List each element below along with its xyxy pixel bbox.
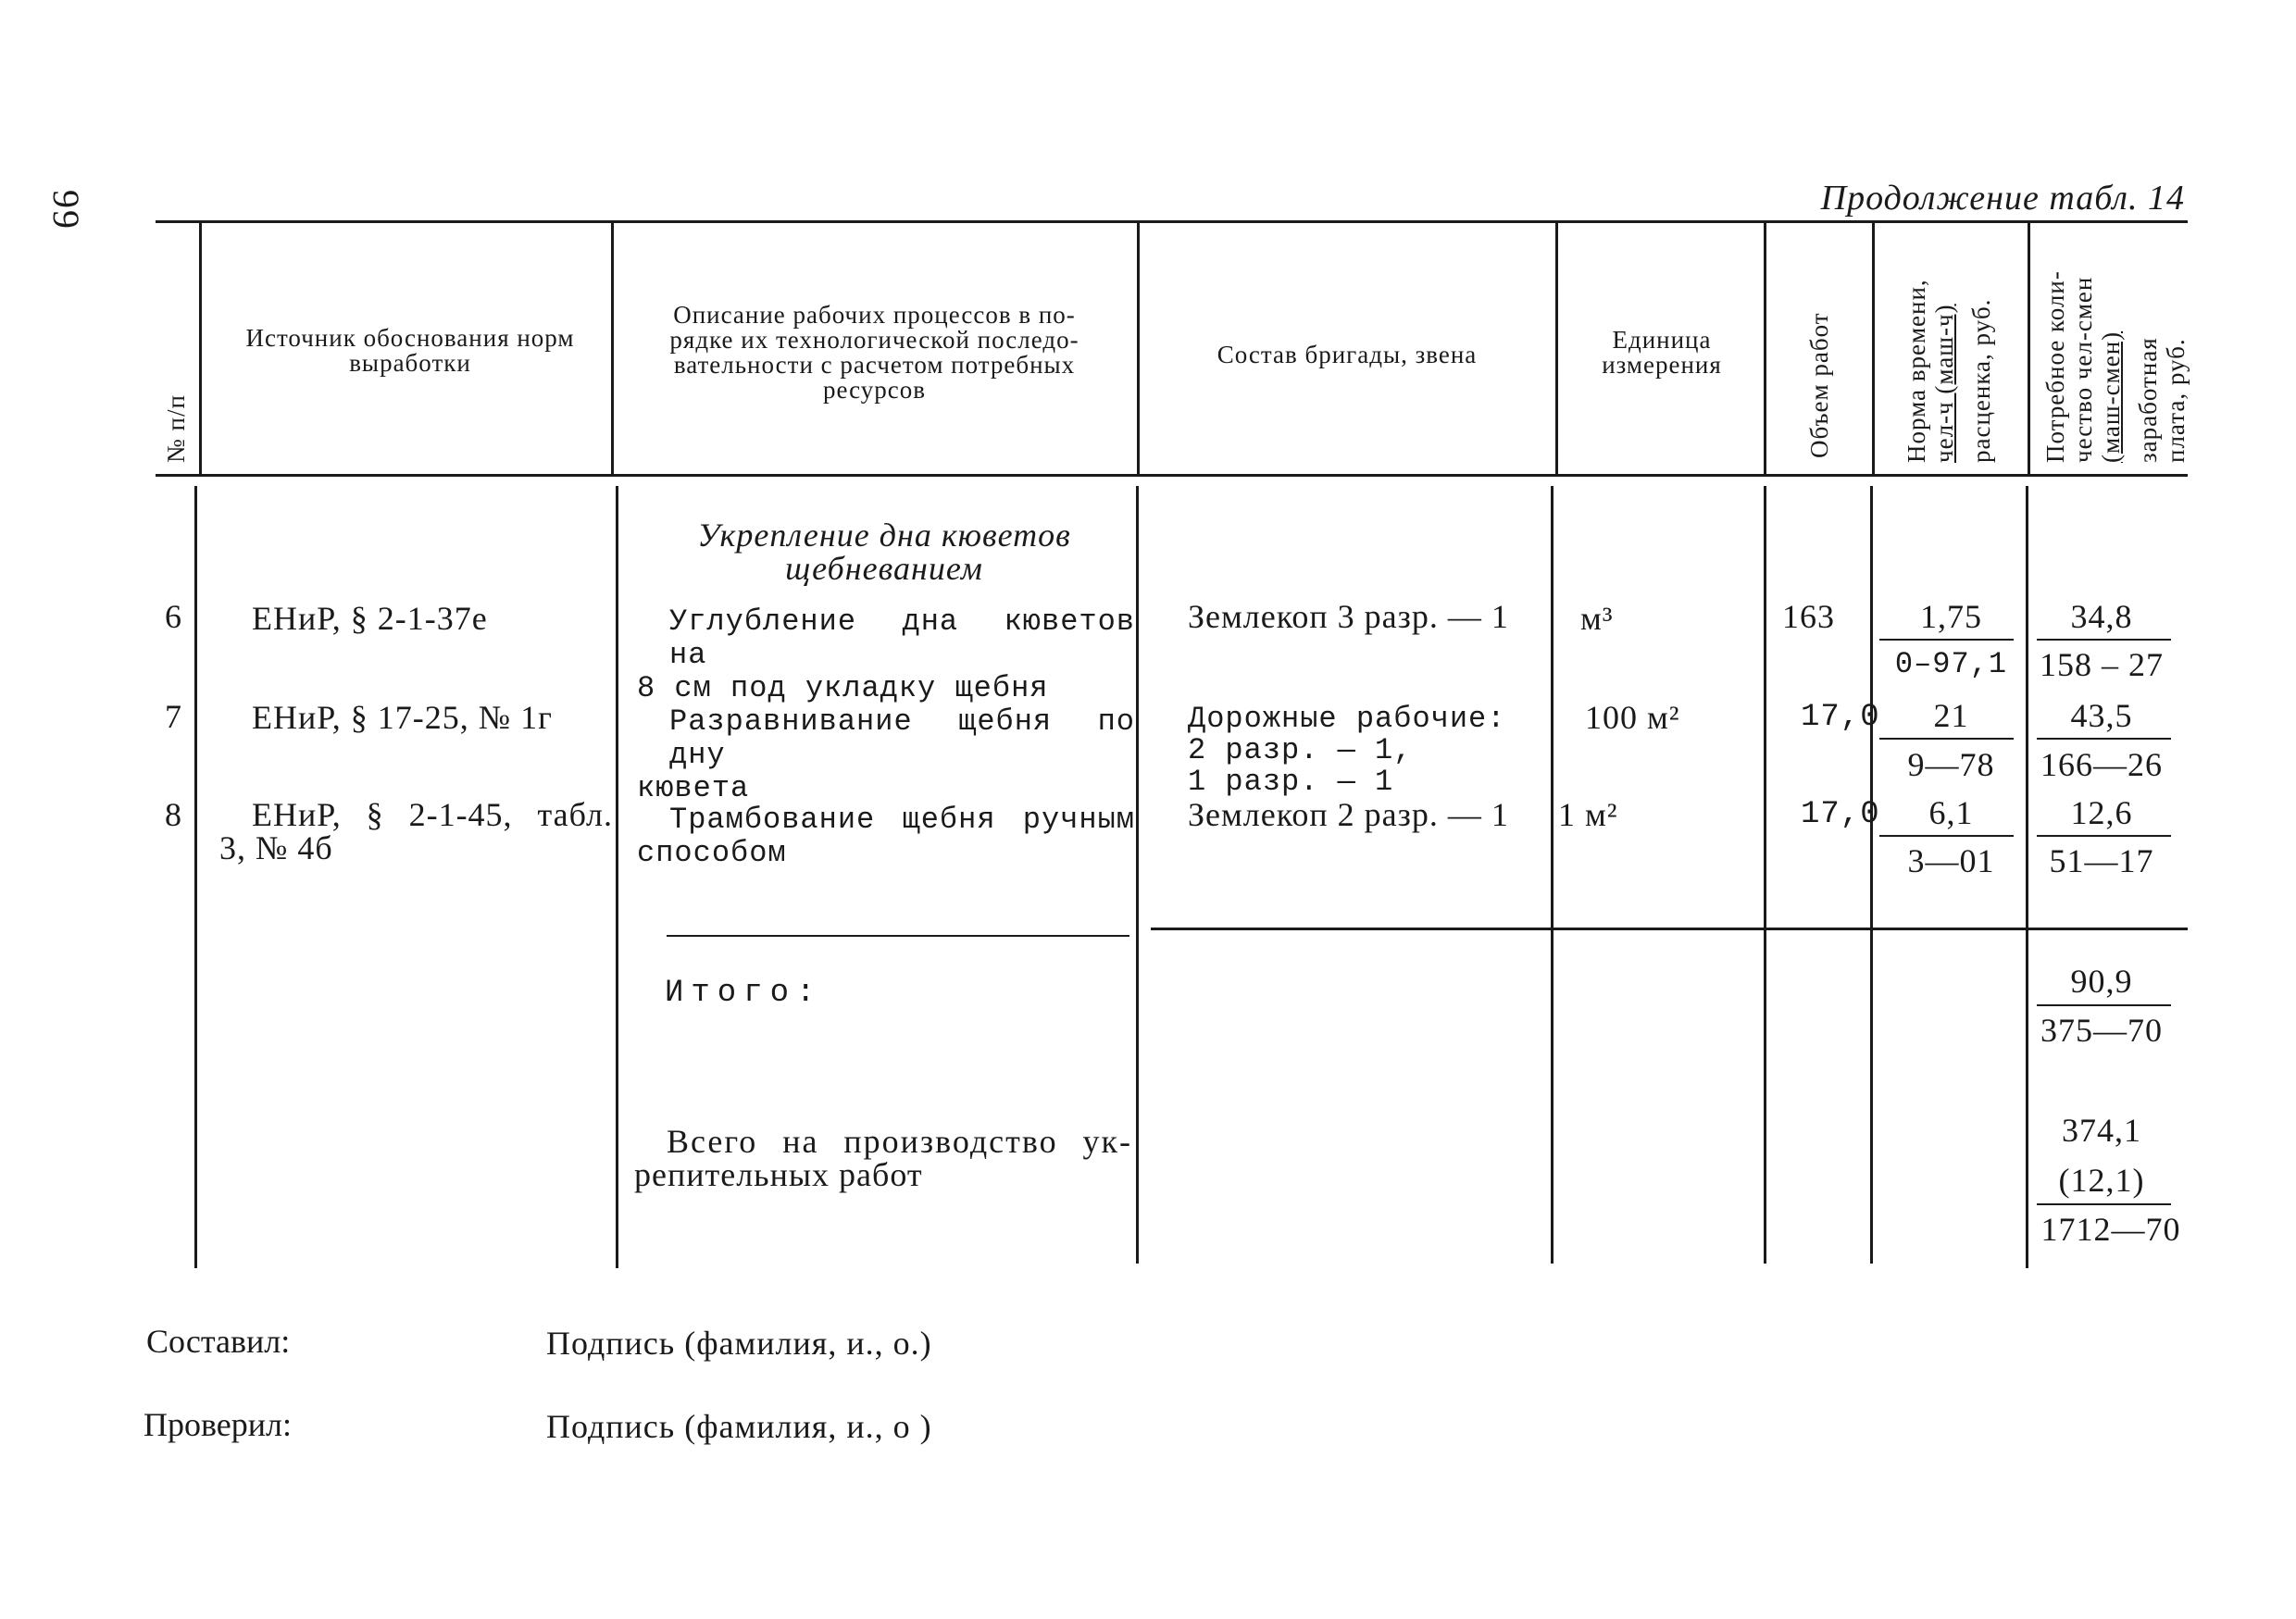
row-volume: 163 (1782, 598, 1835, 635)
total-label: Итого: (665, 976, 823, 1011)
row-need: 34,8 (2070, 598, 2133, 635)
row-source: ЕНиР, § 17-25, № 1г (252, 699, 553, 736)
header-norm: Норма времени, чел-ч (маш-ч) расценка, руб. (1903, 279, 1995, 463)
row-description: Углубление дна кюветов на 8 см под укладку щебня (637, 604, 1135, 705)
row-pay: 158 – 27 (2040, 646, 2164, 683)
signature-role-checked: Проверил: (144, 1406, 292, 1443)
row-rate: 0–97,1 (1894, 647, 2008, 681)
header-source: Источник обоснования норм выработки (245, 324, 575, 377)
row-description: Разравнивание щебня по дну кювета (637, 704, 1135, 805)
row-crew: Землекоп 2 разр. — 1 (1188, 796, 1509, 833)
row-pay: 166—26 (2040, 746, 2163, 783)
row-rate: 3—01 (1907, 842, 1995, 879)
row-volume: 17,0 (1801, 700, 1880, 735)
row-crew: Землекоп 3 разр. — 1 (1188, 598, 1509, 635)
row-number: 7 (165, 698, 182, 735)
grand-total-pay: 1712—70 (2040, 1211, 2181, 1248)
row-unit: 1 м² (1558, 796, 1618, 833)
section-title: Укрепление дна кюветов щебневанием (697, 517, 1071, 587)
page-number: 99 (45, 190, 87, 230)
row-norm: 21 (1933, 697, 1969, 734)
header-description: Описание рабочих процессов в по- рядке их технологической последо- вательности с расчетом потребных ресурсов (669, 301, 1079, 404)
grand-total-label: Всего на производство ук- репительных работ (634, 1123, 1132, 1193)
header-unit: Единица измерения (1602, 326, 1722, 379)
row-number: 8 (165, 796, 182, 833)
signature-line-checked: Подпись (фамилия, и., о ) (546, 1408, 932, 1445)
row-norm: 6,1 (1928, 794, 1974, 831)
row-crew: Дорожные рабочие: 2 разр. — 1, 1 разр. — 1 (1188, 702, 1506, 799)
header-number: № п/п (162, 394, 190, 463)
row-source: ЕНиР, § 2-1-45, табл. 3, № 4б (219, 796, 613, 866)
row-norm: 1,75 (1920, 598, 1982, 635)
grand-total-need-machine: (12,1) (2058, 1162, 2145, 1199)
header-volume: Объем работ (1805, 312, 1833, 458)
row-pay: 51—17 (2049, 842, 2154, 879)
row-unit: 100 м² (1585, 699, 1680, 736)
table-continuation-label: Продолжение табл. 14 (1820, 179, 2185, 218)
row-volume: 17,0 (1801, 797, 1880, 832)
row-rate: 9—78 (1907, 746, 1995, 783)
total-need: 90,9 (2070, 963, 2133, 1000)
row-need: 12,6 (2070, 794, 2133, 831)
total-pay: 375—70 (2040, 1012, 2163, 1049)
row-unit: м³ (1580, 600, 1614, 637)
row-description: Трамбование щебня ручным способом (637, 803, 1135, 870)
signature-line-compiled: Подпись (фамилия, и., о.) (546, 1325, 932, 1362)
grand-total-need: 374,1 (2062, 1112, 2141, 1149)
header-need: Потребное коли- чество чел-смен (маш-смен) заработная плата, руб. (2041, 270, 2190, 463)
signature-role-compiled: Составил: (146, 1323, 291, 1360)
row-source: ЕНиР, § 2-1-37е (252, 600, 488, 637)
row-number: 6 (165, 598, 182, 635)
row-need: 43,5 (2070, 697, 2133, 734)
header-crew: Состав бригады, звена (1217, 341, 1478, 368)
